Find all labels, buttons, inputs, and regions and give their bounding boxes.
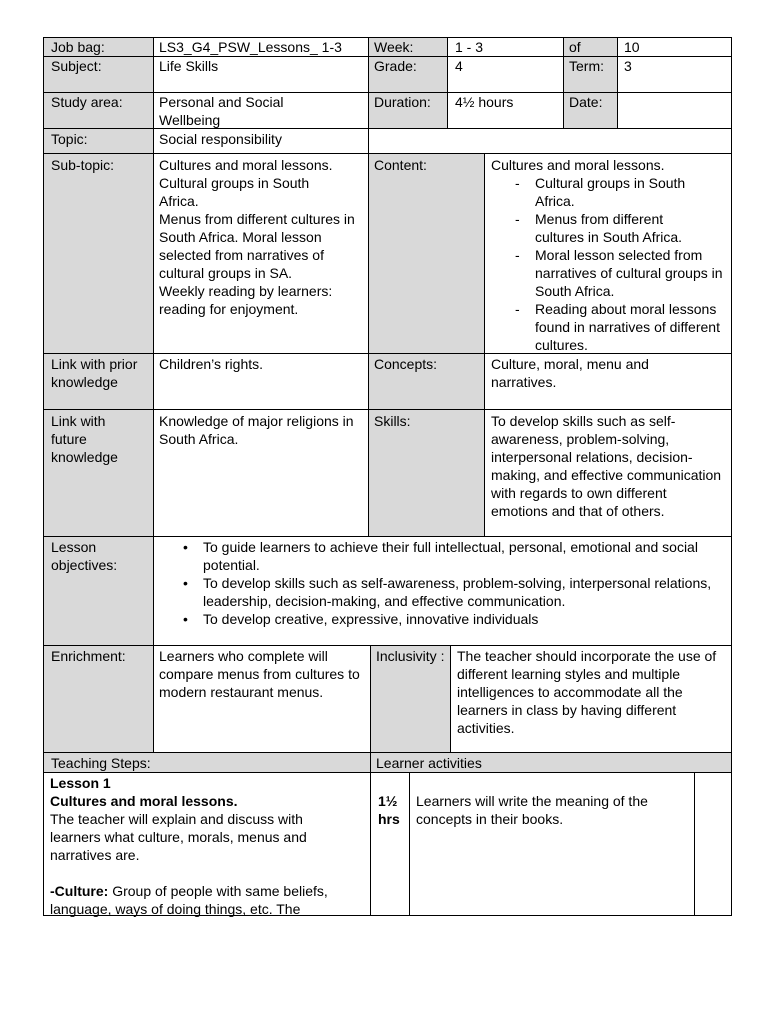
study-area-label: Study area: [51,94,123,110]
lesson-description: The teacher will explain and discuss with learners what culture, morals, menus and narratives are. [50,811,307,863]
concepts-value: Culture, moral, menu and narratives. [491,356,649,390]
subtopic-label-cell [43,153,154,354]
activity-text: Learners will write the meaning of the concepts in their books. [416,793,648,827]
content-text [491,156,727,354]
subtopic-label: Sub-topic: [51,157,115,173]
content-label-cell [368,153,485,354]
enrichment-value: Learners who complete will compare menus from cultures to modern restaurant menus. [159,648,360,700]
objectives-list [179,538,719,628]
prior-value: Children’s rights. [159,356,264,372]
concepts-label: Concepts: [374,356,438,372]
subtopic-line: Menus from different cultures in South Africa. Moral lesson selected from narratives of cultural groups in SA. [159,211,355,281]
topic-blank-cell [368,128,732,154]
culture-term: -Culture: [50,883,109,899]
study-area-value: Personal and Social Wellbeing [159,94,284,128]
future-value: Knowledge of major religions in South Africa. [159,413,354,447]
grade-label: Grade: [374,58,417,74]
future-label: Link with future knowledge [51,413,118,465]
inclusivity-value: The teacher should incorporate the use of different learning styles and multiple intelligences to accommodate all the learners in class by having different activities. [457,648,717,736]
inclusivity-label: Inclusivity : [376,648,445,664]
content-item: - Cultural groups in South Africa. [513,174,705,210]
lesson-time-unit: hrs [378,811,400,827]
subtopic-line: Weekly reading by learners: reading for enjoyment. [159,283,333,317]
grade-value-cell [447,56,564,93]
content-item: - Menus from different cultures in South Africa. [513,210,705,246]
date-label: Date: [569,94,603,110]
subtopic-text [159,156,359,318]
lesson-spacer [50,864,366,882]
content-list [491,174,727,354]
of-value: 10 [624,39,640,55]
subject-value: Life Skills [159,58,219,74]
lesson-blank-cell [694,772,732,916]
subject-label: Subject: [51,58,102,74]
teaching-steps-label: Teaching Steps: [51,755,151,771]
term-label: Term: [569,58,604,74]
enrichment-label: Enrichment: [51,648,126,664]
objective-item: • To develop creative, expressive, innovative individuals [179,610,719,628]
culture-definition [50,882,356,918]
date-value-cell [617,92,732,129]
objectives-label: Lesson objectives: [51,539,118,573]
prior-label: Link with prior knowledge [51,356,138,390]
content-item: - Moral lesson selected from narratives of cultural groups in South Africa. [513,246,725,300]
topic-label: Topic: [51,131,88,147]
objective-item: • To develop skills such as self-awareness, problem-solving, interpersonal relations, leadership, decision-making, and effective communication. [179,574,719,610]
culture-def: Group of people with same beliefs, language, ways of doing things, etc. The [50,883,328,917]
duration-value: 4½ hours [455,94,514,110]
lesson-title: Lesson 1 [50,775,111,791]
week-label: Week: [374,39,414,55]
skills-label: Skills: [374,413,411,429]
lesson-time-value: 1½ [378,793,398,809]
learner-activities-label: Learner activities [376,755,482,771]
term-value-cell [617,56,732,93]
term-value: 3 [624,58,632,74]
grade-value: 4 [455,58,463,74]
objective-item: • To guide learners to achieve their full intellectual, personal, emotional and social potential. [179,538,719,574]
skills-value: To develop skills such as self-awareness, problem-solving, interpersonal relations, decision-making, and effective communication with regards to own different emotions and that of others. [491,413,722,519]
content-intro: Cultures and moral lessons. [491,157,665,173]
subtopic-line: Cultural groups in South Africa. [159,175,310,209]
job-bag-value: LS3_G4_PSW_Lessons_ 1-3 [159,39,342,55]
topic-value: Social responsibility [159,131,282,147]
lesson-steps-text [50,774,366,918]
lesson-subtitle: Cultures and moral lessons. [50,793,238,809]
job-bag-label: Job bag: [51,39,105,55]
content-label: Content: [374,157,427,173]
of-label: of [569,39,581,55]
week-value: 1 - 3 [455,39,484,55]
content-item: - Reading about moral lessons found in narratives of different cultures. [513,300,727,354]
duration-label: Duration: [374,94,431,110]
subtopic-line: Cultures and moral lessons. [159,157,333,173]
